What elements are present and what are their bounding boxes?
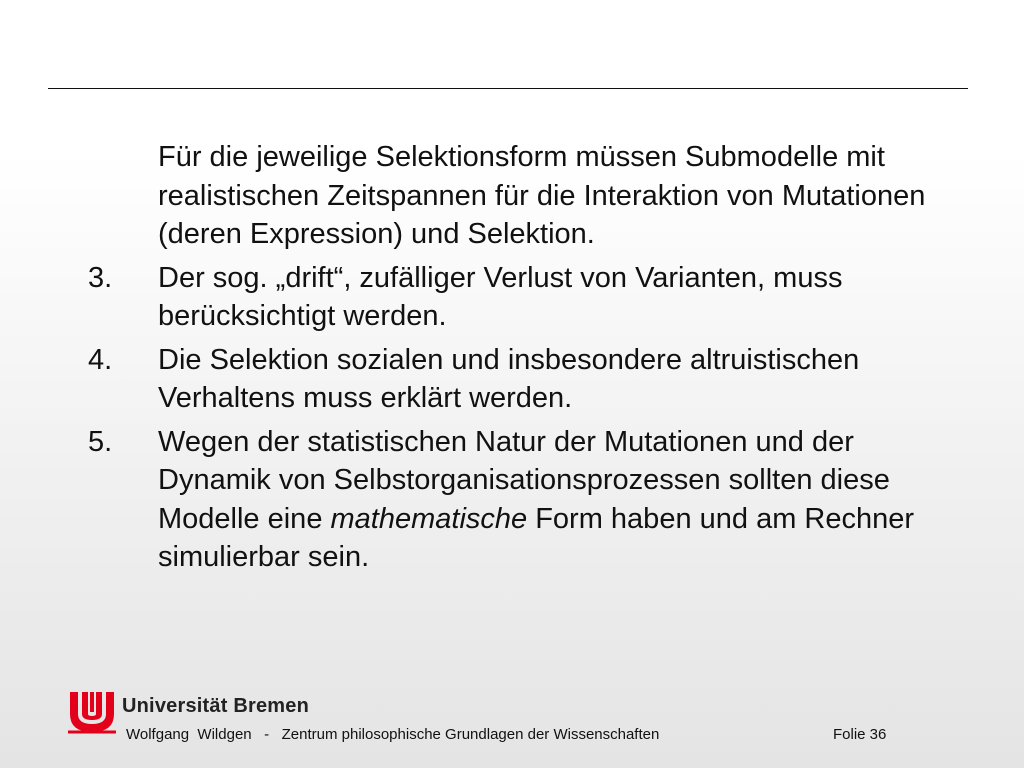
footer-author: Wolfgang Wildgen - Zentrum philosophische Grundlagen der Wissenschaften [126,726,660,743]
list-item [88,341,948,418]
list-item [88,138,948,254]
emphasized-word: mathematische [330,502,528,535]
list-number: 4. [88,343,113,376]
list-number [88,138,158,254]
header-divider [48,88,968,89]
text-segment: Wegen der statistischen Natur der Mutationen und der Dynamik von Selbstorganisationsprozessen sollten diese Modelle eine [158,425,890,535]
university-name: Universität Bremen [122,695,309,717]
slide-number: Folie 36 [833,726,887,743]
list-number: 3. [88,261,113,294]
list-text: Der sog. „drift“, zufälliger Verlust von Varianten, muss berücksichtigt werden. [158,261,843,332]
list-item [88,423,948,577]
list-item [88,259,948,336]
list-text: Die Selektion sozialen und insbesondere altruistischen Verhaltens muss erklärt werden. [158,343,860,414]
slide-body [88,138,948,582]
list-text [158,423,948,577]
text-segment: Form haben und am Rechner simulierbar sein. [158,502,915,573]
list-text: Für die jeweilige Selektionsform müssen Submodelle mit realistischen Zeitspannen für die Interaktion von Mutationen (deren Expression) und Selektion. [158,141,926,250]
list-number: 5. [88,425,113,458]
university-logo-icon [66,688,118,736]
